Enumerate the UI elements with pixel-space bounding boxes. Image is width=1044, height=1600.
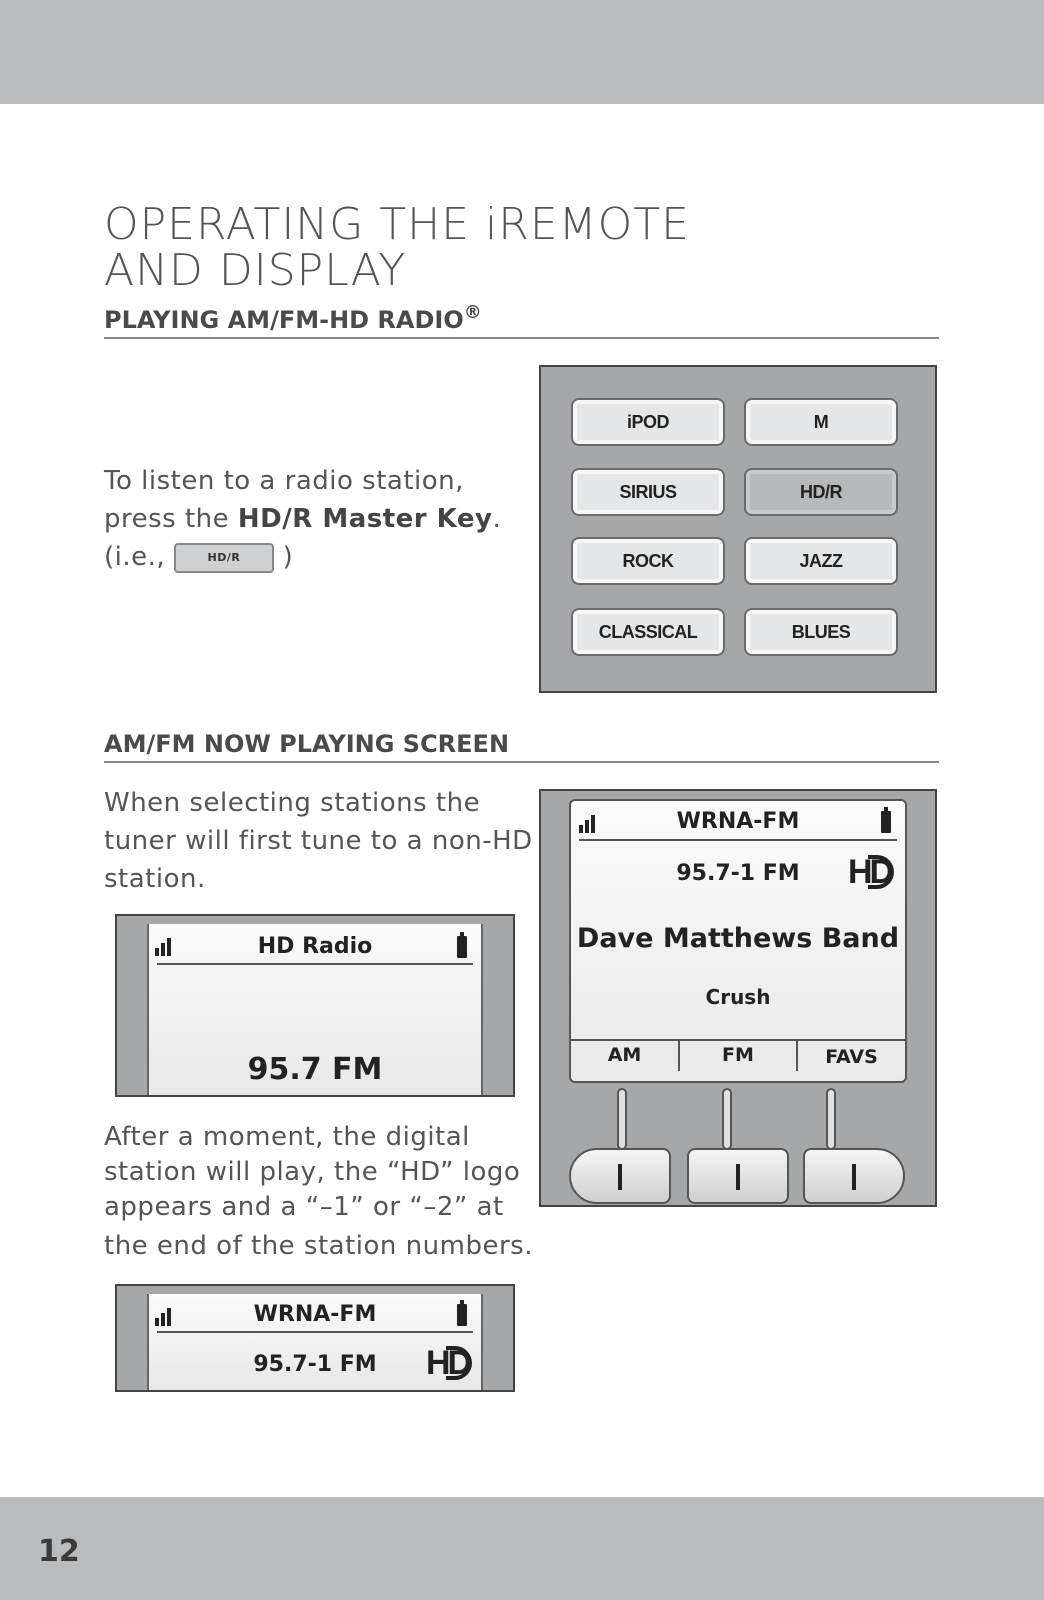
intro-line3 [104,538,501,576]
hd-logo-icon [848,853,891,892]
screen-hd-display [147,1294,483,1390]
master-key-name: HD/R Master Key [237,504,493,534]
section-heading-now-playing [104,730,939,763]
station-name: WRNA-FM [579,807,897,841]
softkey-connector-left [617,1088,627,1150]
ipod-key-label: iPOD [626,412,669,432]
battery-icon [457,1304,467,1326]
section-heading-playing-radio [104,302,939,339]
hdr-key-label: HD/R [800,482,842,502]
softkey-favs[interactable]: FAVS [825,1046,878,1068]
hd-logo-text: HD [426,1344,470,1382]
intro-line3-close: ) [273,542,294,572]
rock-key-label: ROCK [622,551,674,571]
section-heading-text: AM/FM NOW PLAYING SCREEN [104,730,510,758]
para1-line3: station. [104,864,206,894]
remote-keypad [539,365,937,693]
jazz-key-label: JAZZ [799,551,843,571]
m-key-label: M [813,412,829,432]
intro-line2-text: press the [104,504,238,534]
m-key[interactable] [744,398,898,446]
ipod-key[interactable] [571,398,725,446]
footer-band [0,1497,1044,1600]
para2-line4: the end of the station numbers. [104,1231,533,1261]
sirius-key[interactable] [571,468,725,516]
hdr-key-example: HD/R [174,543,274,573]
now-playing-display [569,799,907,1083]
blues-key-label: BLUES [791,622,851,642]
screen-non-hd [115,914,515,1097]
intro-line1: To listen to a radio station, [104,466,464,496]
now-playing-device [539,789,937,1207]
screen-title: WRNA-FM [157,1300,473,1333]
song-title: Crush [705,985,771,1009]
intro-line2 [104,500,501,538]
artist-name: Dave Matthews Band [576,923,900,954]
screen-non-hd-display [147,924,483,1095]
softkey-button-middle[interactable] [687,1148,789,1204]
hd-logo-text: HD [848,853,892,891]
classical-key[interactable] [571,608,725,656]
header-band [0,0,1044,104]
sirius-key-label: SIRIUS [619,482,677,502]
classical-key-label: CLASSICAL [598,622,698,642]
jazz-key[interactable] [744,537,898,585]
softkey-am[interactable]: AM [571,1041,680,1071]
intro-line3-text: (i.e., [104,542,174,572]
screen-frequency: 95.7-1 FM [253,1352,377,1377]
para1-line2: tuner will first tune to a non-HD [104,826,533,856]
softkey-connector-right [826,1088,836,1150]
para2-line1: After a moment, the digital [104,1122,470,1152]
page-number: 12 [38,1534,80,1569]
screen-frequency: 95.7 FM [247,1052,383,1087]
section-heading-text: PLAYING AM/FM-HD RADIO [104,306,464,334]
battery-icon [457,936,467,958]
screen-title: HD Radio [157,932,473,965]
paragraph-digital [104,1120,533,1264]
registered-mark: ® [463,302,482,323]
soft-key-bar [571,1039,905,1085]
intro-paragraph [104,462,501,576]
page-title [104,199,690,296]
screen-hd [115,1284,515,1392]
paragraph-selecting [104,784,533,898]
page-title-line2: AND DISPLAY [104,245,407,296]
station-frequency: 95.7-1 FM [676,861,800,886]
page-title-line1: OPERATING THE iREMOTE [104,199,690,250]
intro-line2-period: . [492,504,502,534]
battery-icon [881,811,891,833]
hd-logo-icon [426,1344,469,1383]
para1-line1: When selecting stations the [104,788,481,818]
softkey-connector-middle [722,1088,732,1150]
rock-key[interactable] [571,537,725,585]
hdr-key[interactable] [744,468,898,516]
softkey-button-left[interactable] [569,1148,671,1204]
softkey-fm[interactable]: FM [680,1041,798,1071]
softkey-button-right[interactable] [803,1148,905,1204]
para2-line2: station will play, the “HD” logo [104,1157,521,1187]
blues-key[interactable] [744,608,898,656]
para2-line3: appears and a “–1” or “–2” at [104,1192,504,1222]
